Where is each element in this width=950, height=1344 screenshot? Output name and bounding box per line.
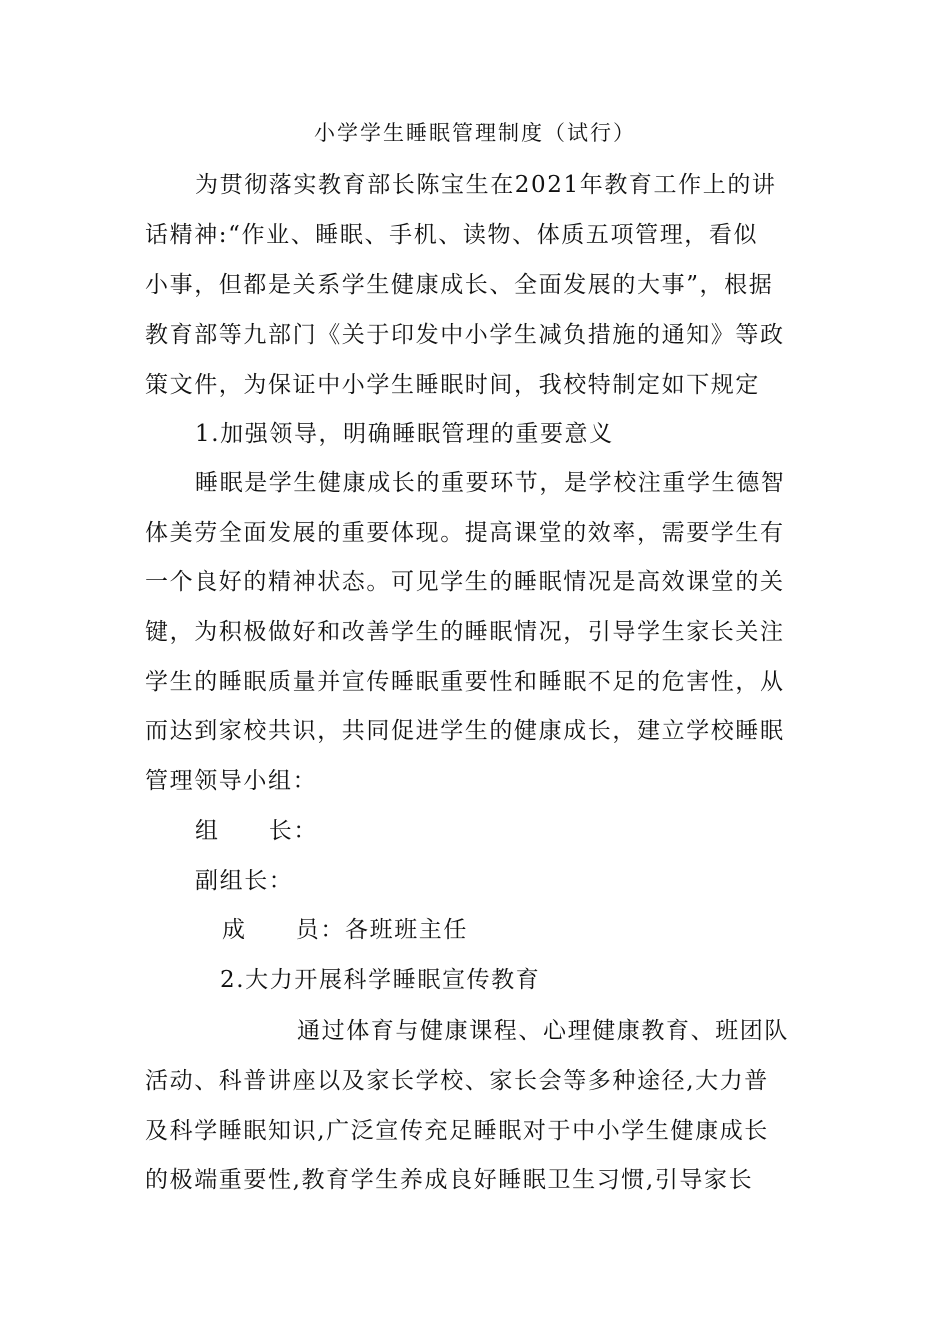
paragraph-3-line: 及科学睡眠知识,广泛宣传充足睡眠对于中小学生健康成长 bbox=[145, 1118, 769, 1144]
paragraph-2-line: 一个良好的精神状态。可见学生的睡眠情况是高效课堂的关 bbox=[145, 569, 785, 595]
paragraph-1-line: 教育部等九部门《关于印发中小学生减负措施的通知》等政 bbox=[145, 322, 785, 348]
group-members-line: 成 员：各班班主任 bbox=[222, 917, 468, 943]
paragraph-2-line: 键，为积极做好和改善学生的睡眠情况，引导学生家长关注 bbox=[145, 619, 785, 645]
paragraph-2-line: 学生的睡眠质量并宣传睡眠重要性和睡眠不足的危害性，从 bbox=[145, 669, 785, 695]
section-heading-1: 1.加强领导，明确睡眠管理的重要意义 bbox=[195, 421, 614, 447]
document-title: 小学学生睡眠管理制度（试行） bbox=[314, 121, 636, 145]
group-leader-line: 组 长： bbox=[195, 818, 318, 844]
paragraph-2-line: 睡眠是学生健康成长的重要环节，是学校注重学生德智 bbox=[195, 470, 786, 496]
paragraph-2-line: 体美劳全面发展的重要体现。提高课堂的效率，需要学生有 bbox=[145, 520, 785, 546]
paragraph-2-line: 而达到家校共识，共同促进学生的健康成长，建立学校睡眠 bbox=[145, 718, 785, 744]
paragraph-3-line: 活动、科普讲座以及家长学校、家长会等多种途径,大力普 bbox=[145, 1068, 769, 1094]
paragraph-2-line: 管理领导小组： bbox=[145, 768, 318, 794]
paragraph-1-line: 小事，但都是关系学生健康成长、全面发展的大事”，根据 bbox=[145, 272, 774, 298]
paragraph-1-line: 话精神:“作业、睡眠、手机、读物、体质五项管理，看似 bbox=[145, 222, 759, 248]
paragraph-3-line: 通过体育与健康课程、心理健康教育、班团队 bbox=[297, 1018, 789, 1044]
paragraph-3-line: 的极端重要性,教育学生养成良好睡眠卫生习惯,引导家长 bbox=[145, 1167, 754, 1193]
paragraph-1-line: 为贯彻落实教育部长陈宝生在2021年教育工作上的讲 bbox=[195, 172, 777, 198]
group-vice-leader-line: 副组长： bbox=[195, 868, 294, 894]
paragraph-1-line: 策文件，为保证中小学生睡眠时间，我校特制定如下规定 bbox=[145, 372, 760, 398]
section-heading-2: 2.大力开展科学睡眠宣传教育 bbox=[220, 967, 541, 993]
